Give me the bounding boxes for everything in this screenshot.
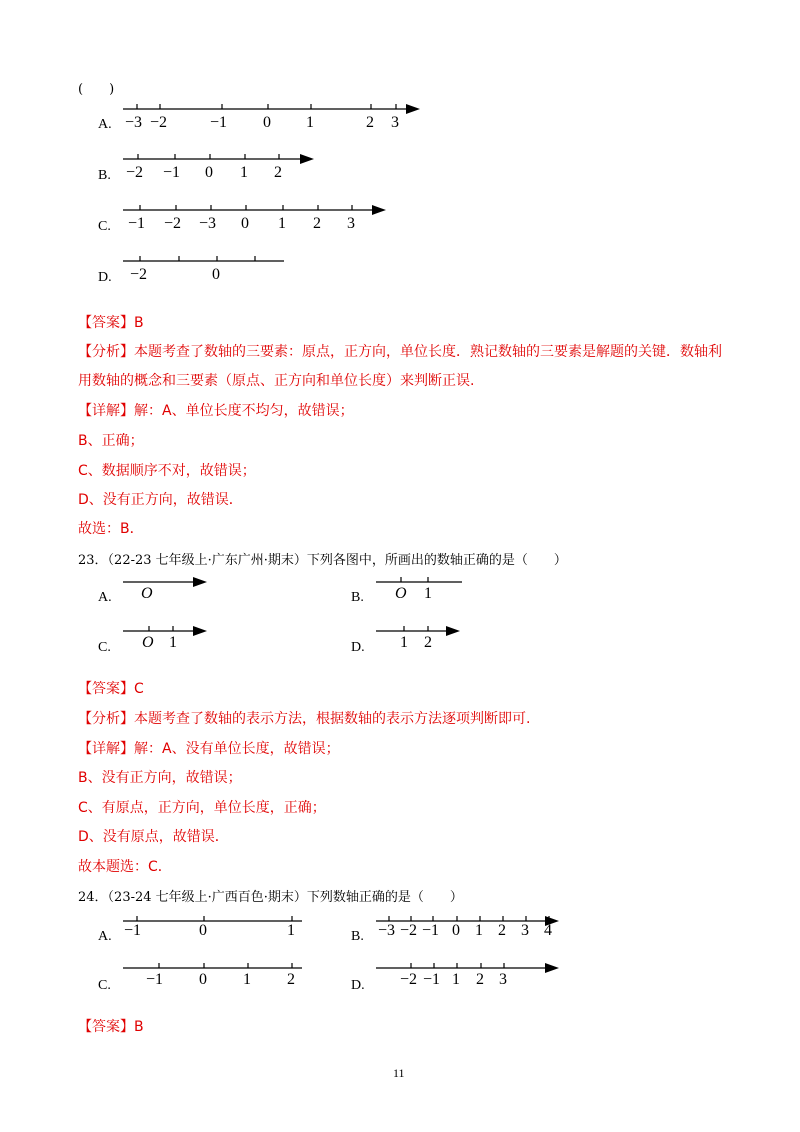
tick-label: 0	[199, 922, 207, 939]
analysis-22-line2: 用数轴的概念和三要素（原点、正方向和单位长度）来判断正误.	[78, 373, 475, 389]
choose-22: 故选：B．	[78, 521, 144, 537]
tick-label: −1	[210, 114, 228, 131]
tick-label: 1	[306, 114, 314, 131]
detail-22-d: D、没有正方向，故错误．	[78, 492, 243, 508]
detail-23-d: D、没有原点，故错误．	[78, 829, 229, 845]
option-label-c: C.	[98, 640, 111, 655]
tick-label: −2	[400, 971, 418, 988]
choose-23: 故本题选：C．	[78, 859, 172, 875]
answer-24: 【答案】B	[78, 1019, 144, 1035]
tick-label: 1	[278, 215, 286, 232]
detail-22-b: B、正确；	[78, 433, 144, 449]
analysis-23: 【分析】本题考查了数轴的表示方法，根据数轴的表示方法逐项判断即可.	[78, 711, 531, 727]
page-number: 11	[393, 1066, 405, 1080]
detail-22: 【详解】解：A、单位长度不均匀，故错误；	[78, 403, 354, 419]
tick-label: 3	[521, 922, 529, 939]
analysis-22-line1: 【分析】本题考查了数轴的三要素：原点，正方向，单位长度．熟记数轴的三要素是解题的关键．数轴利	[78, 344, 722, 360]
tick-label: −1	[163, 164, 181, 181]
tick-label: 1	[240, 164, 248, 181]
tick-label: 2	[313, 215, 321, 232]
option-label-d: D.	[351, 640, 365, 655]
option-label-a: A.	[98, 117, 112, 132]
tick-label: 2	[498, 922, 506, 939]
tick-label: −3	[378, 922, 396, 939]
option-label-c: C.	[98, 219, 111, 234]
tick-label: −1	[423, 971, 441, 988]
tick-label: 0	[241, 215, 249, 232]
tick-label: 0	[199, 971, 207, 988]
option-label-a: A.	[98, 590, 112, 605]
tick-label: −3	[125, 114, 143, 131]
tick-label: 3	[499, 971, 507, 988]
tick-label: 2	[476, 971, 484, 988]
tick-label: 2	[274, 164, 282, 181]
tick-label: 3	[391, 114, 399, 131]
tick-label: 0	[263, 114, 271, 131]
detail-22-c: C、数据顺序不对，故错误；	[78, 463, 256, 479]
answer-23: 【答案】C	[78, 681, 144, 697]
tick-label: −1	[128, 215, 146, 232]
tick-label: 1	[287, 922, 295, 939]
tick-label: −2	[164, 215, 182, 232]
tick-label: 2	[366, 114, 374, 131]
tick-label: 3	[347, 215, 355, 232]
detail-23-b: B、没有正方向，故错误；	[78, 770, 242, 786]
detail-23: 【详解】解：A、没有单位长度，故错误；	[78, 741, 340, 757]
tick-label: 2	[287, 971, 295, 988]
tick-label: 1	[169, 634, 177, 651]
tick-label: 0	[452, 922, 460, 939]
tick-label: 0	[205, 164, 213, 181]
question-24-stem: 24．（23-24 七年级上·广西百色·期末）下列数轴正确的是（ ）	[78, 890, 463, 905]
tick-label: O	[141, 585, 153, 602]
tick-label: −1	[422, 922, 440, 939]
option-label-b: B.	[351, 590, 364, 605]
tick-label: −2	[126, 164, 144, 181]
tick-label: 1	[424, 585, 432, 602]
tick-label: 1	[400, 634, 408, 651]
tick-label: 0	[212, 266, 220, 283]
tick-label: −1	[146, 971, 164, 988]
tick-label: 1	[243, 971, 251, 988]
answer-22: 【答案】B	[78, 315, 144, 331]
tick-label: 4	[544, 922, 552, 939]
question-paren: ( )	[78, 82, 115, 97]
option-label-d: D.	[98, 270, 112, 285]
tick-label: O	[142, 634, 154, 651]
option-label-c: C.	[98, 978, 111, 993]
tick-label: −2	[150, 114, 168, 131]
tick-label: −2	[130, 266, 148, 283]
tick-label: 1	[452, 971, 460, 988]
option-label-b: B.	[98, 168, 111, 183]
tick-label: −3	[199, 215, 217, 232]
tick-label: −2	[400, 922, 418, 939]
option-label-a: A.	[98, 929, 112, 944]
detail-23-c: C、有原点，正方向，单位长度，正确；	[78, 800, 326, 816]
option-label-b: B.	[351, 929, 364, 944]
tick-label: 1	[475, 922, 483, 939]
question-23-stem: 23．（22-23 七年级上·广东广州·期末）下列各图中，所画出的数轴正确的是（ ）	[78, 553, 567, 568]
tick-label: −1	[124, 922, 142, 939]
tick-label: 2	[424, 634, 432, 651]
axis-arrow	[545, 963, 559, 973]
option-label-d: D.	[351, 978, 365, 993]
tick-label: O	[395, 585, 407, 602]
